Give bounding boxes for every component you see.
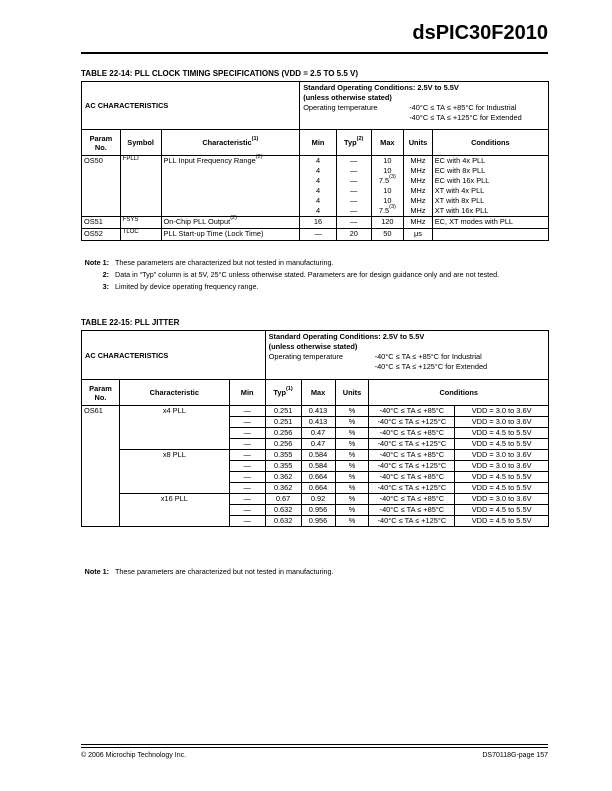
symbol: FPLLI <box>120 156 161 217</box>
typ-value: 0.362 <box>265 472 301 483</box>
max-value: 0.956 <box>301 516 335 527</box>
param-no: OS61 <box>82 406 120 527</box>
symbol: FSYS <box>120 217 161 229</box>
typ-value: 0.67 <box>265 494 301 505</box>
table-row <box>82 229 549 241</box>
units-value: MHz <box>404 217 433 229</box>
header-min: Min <box>300 130 337 156</box>
note-label: 2: <box>102 270 109 279</box>
vdd-condition: VDD = 3.0 to 3.6V <box>455 494 549 505</box>
param-no: OS50 <box>82 156 121 217</box>
units-value: % <box>335 494 369 505</box>
typ-value: — <box>336 217 371 229</box>
temp-condition: -40°C ≤ TA ≤ +125°C <box>369 439 455 450</box>
max-value: 0.956 <box>301 505 335 516</box>
temp-condition: -40°C ≤ TA ≤ +85°C <box>369 505 455 516</box>
max-value: 0.92 <box>301 494 335 505</box>
table-row <box>82 217 549 229</box>
soc-temp-industrial: -40°C ≤ TA ≤ +85°C for Industrial <box>374 352 482 361</box>
vdd-condition: VDD = 4.5 to 5.5V <box>455 439 549 450</box>
header-param: Param No. <box>82 130 121 156</box>
typ-value: 0.256 <box>265 428 301 439</box>
typ-value: 0.251 <box>265 417 301 428</box>
note-text: Limited by device operating frequency range. <box>115 282 259 291</box>
vdd-condition: VDD = 3.0 to 3.6V <box>455 417 549 428</box>
max-values: 10 10 7.5$^{(3)}$ 10 10 7.5$^{(3)}$ <box>371 156 404 217</box>
max-value: 0.47 <box>301 428 335 439</box>
units-value: % <box>335 406 369 417</box>
units-value: % <box>335 483 369 494</box>
header-symbol: Symbol <box>120 130 161 156</box>
soc-temp-label: Operating temperature <box>303 103 378 112</box>
vdd-condition: VDD = 3.0 to 3.6V <box>455 406 549 417</box>
vdd-condition: VDD = 3.0 to 3.6V <box>455 450 549 461</box>
header-conditions: Conditions <box>432 130 548 156</box>
table1-notes <box>81 258 549 292</box>
min-value: — <box>229 428 265 439</box>
max-value: 0.413 <box>301 417 335 428</box>
typ-value: 0.355 <box>265 461 301 472</box>
header-units: Units <box>404 130 433 156</box>
temp-condition: -40°C ≤ TA ≤ +125°C <box>369 483 455 494</box>
vdd-condition: VDD = 4.5 to 5.5V <box>455 505 549 516</box>
table2-notes <box>81 567 549 577</box>
header-units: Units <box>335 380 369 406</box>
min-values: 4 4 4 4 4 4 <box>300 156 337 217</box>
note-label: Note 1: <box>84 258 109 267</box>
header-conditions: Conditions <box>369 380 549 406</box>
min-value: — <box>229 494 265 505</box>
max-value: 50 <box>371 229 404 241</box>
max-value: 0.664 <box>301 483 335 494</box>
table1-caption: TABLE 22-14: PLL CLOCK TIMING SPECIFICATIONS (VDD = 2.5 TO 5.5 V) <box>81 69 359 78</box>
pll-jitter-table <box>81 330 549 527</box>
table2-caption: TABLE 22-15: PLL JITTER <box>81 318 180 327</box>
header-param: Param No. <box>82 380 120 406</box>
min-value: — <box>229 439 265 450</box>
header-typ: Typ$^{(1)}$ <box>265 380 301 406</box>
characteristic: PLL Input Frequency Range$^{(2)}$ <box>161 156 300 217</box>
note-text: These parameters are characterized but not tested in manufacturing. <box>115 258 334 267</box>
soc-title: Standard Operating Conditions: 2.5V to 5.5V <box>303 83 459 92</box>
min-value: — <box>229 516 265 527</box>
min-value: — <box>300 229 337 241</box>
note-text: These parameters are characterized but not tested in manufacturing. <box>115 567 334 576</box>
typ-value: 0.355 <box>265 450 301 461</box>
max-value: 0.413 <box>301 406 335 417</box>
soc-temp-extended: -40°C ≤ TA ≤ +125°C for Extended <box>409 113 522 122</box>
table-row <box>82 406 549 417</box>
vdd-condition: VDD = 3.0 to 3.6V <box>455 461 549 472</box>
table-row <box>82 494 549 505</box>
temp-condition: -40°C ≤ TA ≤ +85°C <box>369 494 455 505</box>
table-row <box>82 156 549 217</box>
min-value: — <box>229 417 265 428</box>
units-value: % <box>335 450 369 461</box>
units-value: μs <box>404 229 433 241</box>
temp-condition: -40°C ≤ TA ≤ +85°C <box>369 472 455 483</box>
max-value: 0.584 <box>301 461 335 472</box>
soc-subtitle: (unless otherwise stated) <box>303 93 392 102</box>
units-values: MHz MHz MHz MHz MHz MHz <box>404 156 433 217</box>
table-row <box>82 450 549 461</box>
pll-mode-label: x16 PLL <box>119 494 229 527</box>
max-value: 0.664 <box>301 472 335 483</box>
typ-value: 0.251 <box>265 406 301 417</box>
ac-characteristics-label: AC CHARACTERISTICS <box>82 82 300 130</box>
conditions-value: EC, XT modes with PLL <box>432 217 548 229</box>
temp-condition: -40°C ≤ TA ≤ +125°C <box>369 417 455 428</box>
typ-values: — — — — — — <box>336 156 371 217</box>
operating-conditions <box>265 331 548 380</box>
min-value: — <box>229 450 265 461</box>
temp-condition: -40°C ≤ TA ≤ +85°C <box>369 406 455 417</box>
header-min: Min <box>229 380 265 406</box>
header-characteristic: Characteristic <box>119 380 229 406</box>
pll-mode-label: x4 PLL <box>119 406 229 450</box>
max-value: 0.47 <box>301 439 335 450</box>
units-value: % <box>335 516 369 527</box>
units-value: % <box>335 428 369 439</box>
units-value: % <box>335 417 369 428</box>
characteristic: On-Chip PLL Output$^{(2)}$ <box>161 217 300 229</box>
param-no: OS52 <box>82 229 121 241</box>
footer-rule <box>81 744 548 745</box>
param-no: OS51 <box>82 217 121 229</box>
min-value: 16 <box>300 217 337 229</box>
characteristic: PLL Start-up Time (Lock Time) <box>161 229 300 241</box>
units-value: % <box>335 461 369 472</box>
symbol: TLOC <box>120 229 161 241</box>
footer-page-number: DS70118G-page 157 <box>482 752 548 759</box>
typ-value: 20 <box>336 229 371 241</box>
temp-condition: -40°C ≤ TA ≤ +85°C <box>369 428 455 439</box>
header-characteristic: Characteristic$^{(1)}$ <box>161 130 300 156</box>
header-rule <box>81 52 548 54</box>
pll-clock-timing-table <box>81 81 549 241</box>
note-label: Note 1: <box>84 567 109 576</box>
temp-condition: -40°C ≤ TA ≤ +125°C <box>369 516 455 527</box>
footer-rule <box>81 747 548 748</box>
max-value: 0.584 <box>301 450 335 461</box>
typ-value: 0.256 <box>265 439 301 450</box>
min-value: — <box>229 461 265 472</box>
typ-value: 0.362 <box>265 483 301 494</box>
note-text: Data in “Typ” column is at 5V, 25°C unless otherwise stated. Parameters are for design guidance only and are not tested. <box>115 270 500 279</box>
vdd-condition: VDD = 4.5 to 5.5V <box>455 483 549 494</box>
header-max: Max <box>301 380 335 406</box>
temp-condition: -40°C ≤ TA ≤ +85°C <box>369 450 455 461</box>
units-value: % <box>335 472 369 483</box>
note-label: 3: <box>102 282 109 291</box>
vdd-condition: VDD = 4.5 to 5.5V <box>455 516 549 527</box>
soc-temp-extended: -40°C ≤ TA ≤ +125°C for Extended <box>374 362 488 371</box>
temp-condition: -40°C ≤ TA ≤ +125°C <box>369 461 455 472</box>
footer-copyright: © 2006 Microchip Technology Inc. <box>81 752 187 759</box>
vdd-condition: VDD = 4.5 to 5.5V <box>455 428 549 439</box>
soc-temp-label: Operating temperature <box>268 352 343 361</box>
soc-temp-industrial: -40°C ≤ TA ≤ +85°C for Industrial <box>409 103 517 112</box>
soc-title: Standard Operating Conditions: 2.5V to 5.5V <box>268 332 425 341</box>
min-value: — <box>229 483 265 494</box>
max-value: 120 <box>371 217 404 229</box>
pll-mode-label: x8 PLL <box>119 450 229 494</box>
typ-value: 0.632 <box>265 516 301 527</box>
conditions-values: EC with 4x PLL EC with 8x PLL EC with 16x PLL XT with 4x PLL XT with 8x PLL XT with 16x PLL <box>432 156 548 217</box>
units-value: % <box>335 439 369 450</box>
vdd-condition: VDD = 4.5 to 5.5V <box>455 472 549 483</box>
soc-subtitle: (unless otherwise stated) <box>268 342 358 351</box>
typ-value: 0.632 <box>265 505 301 516</box>
min-value: — <box>229 472 265 483</box>
min-value: — <box>229 406 265 417</box>
header-typ: Typ$^{(2)}$ <box>336 130 371 156</box>
conditions-value <box>432 229 548 241</box>
header-max: Max <box>371 130 404 156</box>
operating-conditions <box>300 82 549 130</box>
min-value: — <box>229 505 265 516</box>
units-value: % <box>335 505 369 516</box>
ac-characteristics-label: AC CHARACTERISTICS <box>82 331 266 380</box>
document-title: dsPIC30F2010 <box>412 22 548 44</box>
